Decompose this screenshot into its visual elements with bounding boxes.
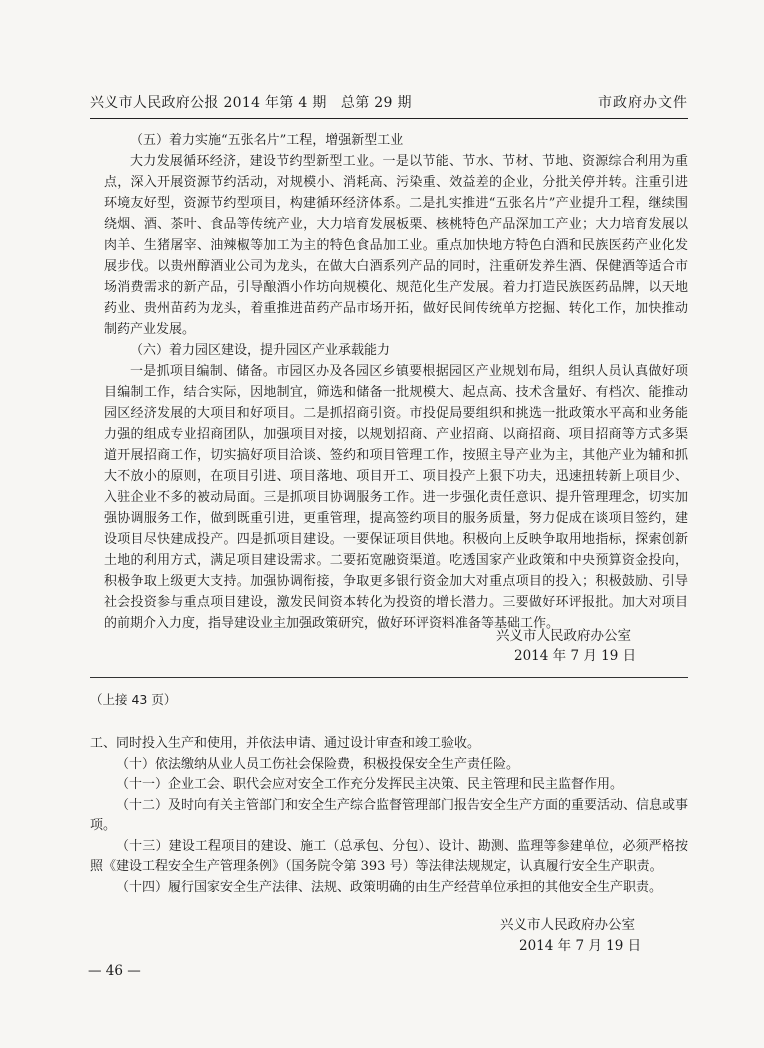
section-two-body: [90, 734, 688, 898]
continued-from-label: （上接 43 页）: [90, 692, 177, 707]
continued-line: 工、同时投入生产和使用，并依法申请、通过设计审查和竣工验收。: [90, 736, 481, 751]
page-number: — 46 —: [88, 963, 141, 979]
section-divider: [90, 677, 688, 678]
date-two: 2014 年 7 月 19 日: [519, 938, 642, 954]
header-publication-title: 兴义市人民政府公报 2014 年第 4 期 总第 29 期: [90, 95, 412, 111]
list-item-14: （十四）履行国家安全生产法律、法规、政策明确的由生产经营单位承担的其他安全生产职责。: [116, 879, 663, 895]
paragraph-item-6: 一是抓项目编制、储备。市园区办及各园区乡镇要根据园区产业规划布局，组织人员认真做好项目编制工作，结合实际，因地制宜，筛选和储备一批规模大、起点高、技术含量好、有档次、能推动园区经济发展的大项目和好项目。二是抓招商引资。市投促局要组织和挑选一批政策水平高和业务能力强的组成专业招商团队，加强项目对接，以规划招商、产业招商、以商招商、项目招商等方式多渠道开展招商工作，切实搞好项目洽谈、签约和项目管理工作，按照主导产业为主，其他产业为辅和抓大不放小的原则，在项目引进、项目落地、项目开工、项目投产上狠下功夫，迅速扭转新上项目少、入驻企业不多的被动局面。三是抓项目协调服务工作。进一步强化责任意识、提升管理理念，切实加强协调服务工作，做到既重引进，更重管理，提高签约项目的服务质量，努力促成在谈项目签约，建设项目尽快建成投产。四是抓项目建设。一要保证项目供地。积极向上反映争取用地指标，探索创新土地的利用方式，满足项目建设需求。二要拓宽融资渠道。吃透国家产业政策和中央预算资金投向，积极争取上级更大支持。加强协调衔接，争取更多银行资金加大对重点项目的投入；积极鼓励、引导社会投资参与重点项目建设，激发民间资本转化为投资的增长潜力。三要做好环评报批。加大对项目的前期介入力度，指导建设业主加强政策研究，做好环评资料准备等基础工作。: [104, 364, 688, 631]
heading-item-6: （六）着力园区建设，提升园区产业承载能力: [130, 343, 391, 358]
signer-two: 兴义市人民政府办公室: [500, 917, 635, 933]
signer-one: 兴义市人民政府办公室: [496, 628, 631, 644]
date-one: 2014 年 7 月 19 日: [514, 648, 637, 664]
list-item-11: （十一）企业工会、职代会应对安全工作充分发挥民主决策、民主管理和民主监督作用。: [116, 777, 624, 792]
list-item-10: （十）依法缴纳从业人员工伤社会保险费，积极投保安全生产责任险。: [116, 756, 520, 772]
list-item-13: （十三）建设工程项目的建设、施工（总承包、分包）、设计、勘测、监理等参建单位，必须严格按照《建设工程安全生产管理条例》（国务院令第 393 号）等法律法规规定，认真履行安全生产职责。: [90, 838, 688, 874]
heading-item-5: （五）着力实施“五张名片”工程，增强新型工业: [130, 133, 404, 148]
section-one-body: [104, 130, 688, 634]
header-section-name: 市政府办文件: [598, 95, 688, 111]
paragraph-item-5: 大力发展循环经济，建设节约型新型工业。一是以节能、节水、节材、节地、资源综合利用为重点，深入开展资源节约活动，对规模小、消耗高、污染重、效益差的企业，分批关停并转。注重引进环境友好型，资源节约型项目，构建循环经济体系。二是扎实推进“五张名片”产业提升工程，继续围绕烟、酒、茶叶、食品等传统产业，大力培育发展板栗、核桃特色产品深加工产业；大力培育发展以肉羊、生猪屠宰、油辣椒等加工为主的特色食品加工业。重点加快地方特色白酒和民族医药产业化发展步伐。以贵州醇酒业公司为龙头，在做大白酒系列产品的同时，注重研发养生酒、保健酒等适合市场消费需求的新产品，引导酿酒小作坊向规模化、规范化生产发展。着力打造民族医药品牌，以天地药业、贵州苗药为龙头，着重推进苗药产品市场开拓，做好民间传统单方挖掘、转化工作，加快推动制药产业发展。: [104, 154, 688, 337]
list-item-12: （十二）及时向有关主管部门和安全生产综合监督管理部门报告安全生产方面的重要活动、信息或事项。: [90, 797, 689, 833]
running-header: [90, 92, 688, 116]
header-rule: [90, 118, 688, 119]
